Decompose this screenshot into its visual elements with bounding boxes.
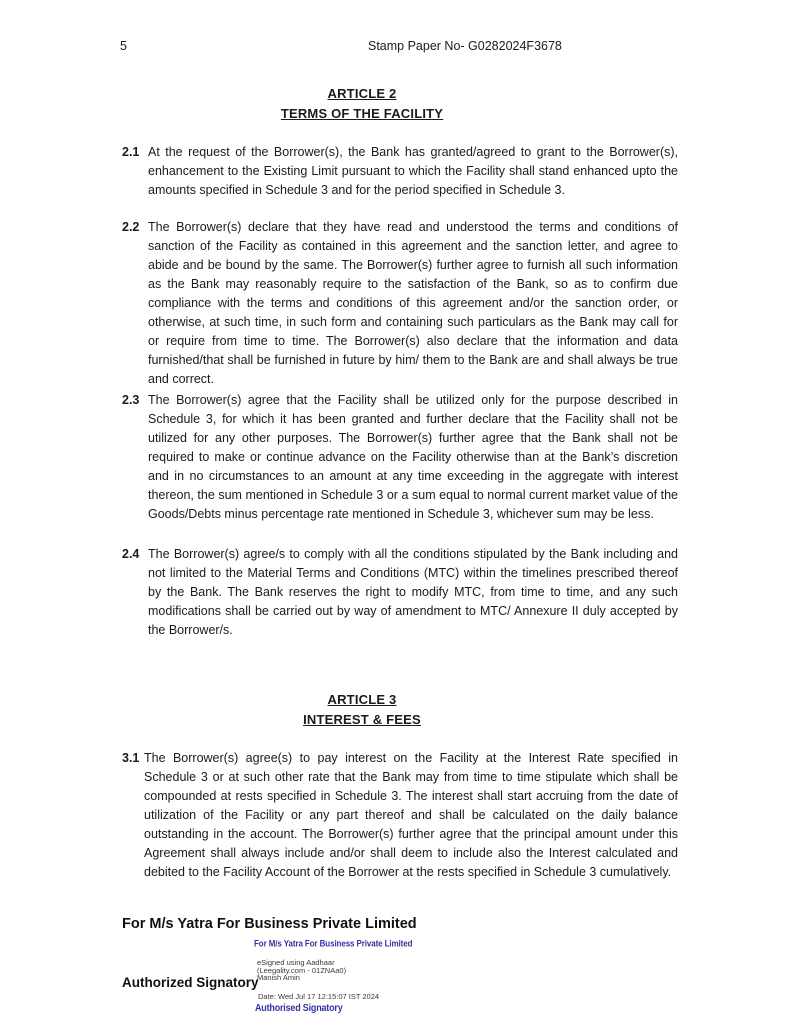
clause-text: The Borrower(s) declare that they have read and understood the terms and conditions of sanction of the Facility as contained in this agreement and the sanction letter, and agree to abide and be bound by the same. The Borrower(s) further agree to furnish all such information as the Bank may reasonably require to the satisfaction of the Bank, so as to confirm due compliance with the terms and conditions of this agreement and/or the sanction order, or otherwise, at such time, in such form and containing such particulars as the Bank may call for or require from time to time. The Borrower(s) also declare that the information and data furnished/that shall be furnished in future by him/ them to the Bank are and shall always be true and correct. xyxy=(148,220,678,386)
clause-number: 2.3 xyxy=(122,393,140,407)
clause-2-3 xyxy=(122,391,678,524)
clause-2-4 xyxy=(122,545,678,640)
clause-number: 3.1 xyxy=(122,751,140,765)
esign-signer-name: Manish Amin xyxy=(257,973,300,982)
esign-method-line-2: (Leegality.com - 01ZNAa0) xyxy=(257,965,347,975)
article-2-heading xyxy=(122,84,602,124)
clause-3-1 xyxy=(122,749,678,882)
article-2-subtitle: TERMS OF THE FACILITY xyxy=(280,106,444,121)
page-number: 5 xyxy=(120,39,127,53)
esign-authorised-signatory-label: Authorised Signatory xyxy=(255,1002,343,1014)
clause-text: At the request of the Borrower(s), the Bank has granted/agreed to grant to the Borrower(s), enhancement to the Existing Limit pursuant to which the Facility shall stand enhanced upto the amounts specified in Schedule 3 and for the period specified in Schedule 3. xyxy=(148,145,678,197)
esign-stamp-company-line: For M/s Yatra For Business Private Limited xyxy=(254,939,413,949)
clause-text: The Borrower(s) agree(s) to pay interest on the Facility at the Interest Rate specified in Schedule 3 or at such other rate that the Bank may from time to time stipulate which shall be compounded at rests specified in Schedule 3. The interest shall start accruing from the date of utilization of the Facility or any part thereof and shall be calculated on the daily balance outstanding in the account. The Borrower(s) further agree that the principal amount under this Agreement shall always include and/or shall deem to include also the Interest calculated and debited to the Facility Account of the Borrower at the rests specified in Schedule 3 cumulatively. xyxy=(144,751,678,879)
article-2-title: ARTICLE 2 xyxy=(327,86,397,101)
clause-2-1 xyxy=(122,143,678,200)
clause-number: 2.4 xyxy=(122,547,140,561)
authorized-signatory-label: Authorized Signatory xyxy=(122,975,259,990)
clause-number: 2.1 xyxy=(122,145,140,159)
article-3-subtitle: INTEREST & FEES xyxy=(303,712,421,727)
esign-date-line: Date: Wed Jul 17 12:15:07 IST 2024 xyxy=(258,992,380,1001)
article-3-heading xyxy=(122,690,602,730)
clause-number: 2.2 xyxy=(122,220,140,234)
clause-text: The Borrower(s) agree/s to comply with all the conditions stipulated by the Bank including and not limited to the Material Terms and Conditions (MTC) within the timelines prescribed thereof by the Bank. The Bank reserves the right to modify MTC, from time to time, and any such modifications shall be carried out by way of amendment to MTC/ Annexure II duly accepted by the Borrower/s. xyxy=(148,547,678,637)
esign-stamp-details xyxy=(257,960,346,983)
clause-text: The Borrower(s) agree that the Facility shall be utilized only for the purpose described in Schedule 3, for which it has been granted and further declare that the Facility shall not be utilized for any other purposes. The Borrower(s) further agree that the Bank shall not be required to make or continue advance on the Facility otherwise than at the Bank’s discretion and in no circumstances to an amount at any time exceeding in the aggregate with interest thereon, the sum mentioned in Schedule 3 or a sum equal to normal current market value of the Goods/Debts minus percentage rate mentioned in Schedule 3, whichever sum may be less. xyxy=(148,393,678,521)
esign-method-line-1: eSigned using Aadhaar xyxy=(257,958,335,967)
stamp-paper-number: Stamp Paper No- G0282024F3678 xyxy=(368,39,562,53)
clause-2-2 xyxy=(122,218,678,389)
signatory-company-line: For M/s Yatra For Business Private Limited xyxy=(122,916,417,932)
article-3-title: ARTICLE 3 xyxy=(327,692,397,707)
